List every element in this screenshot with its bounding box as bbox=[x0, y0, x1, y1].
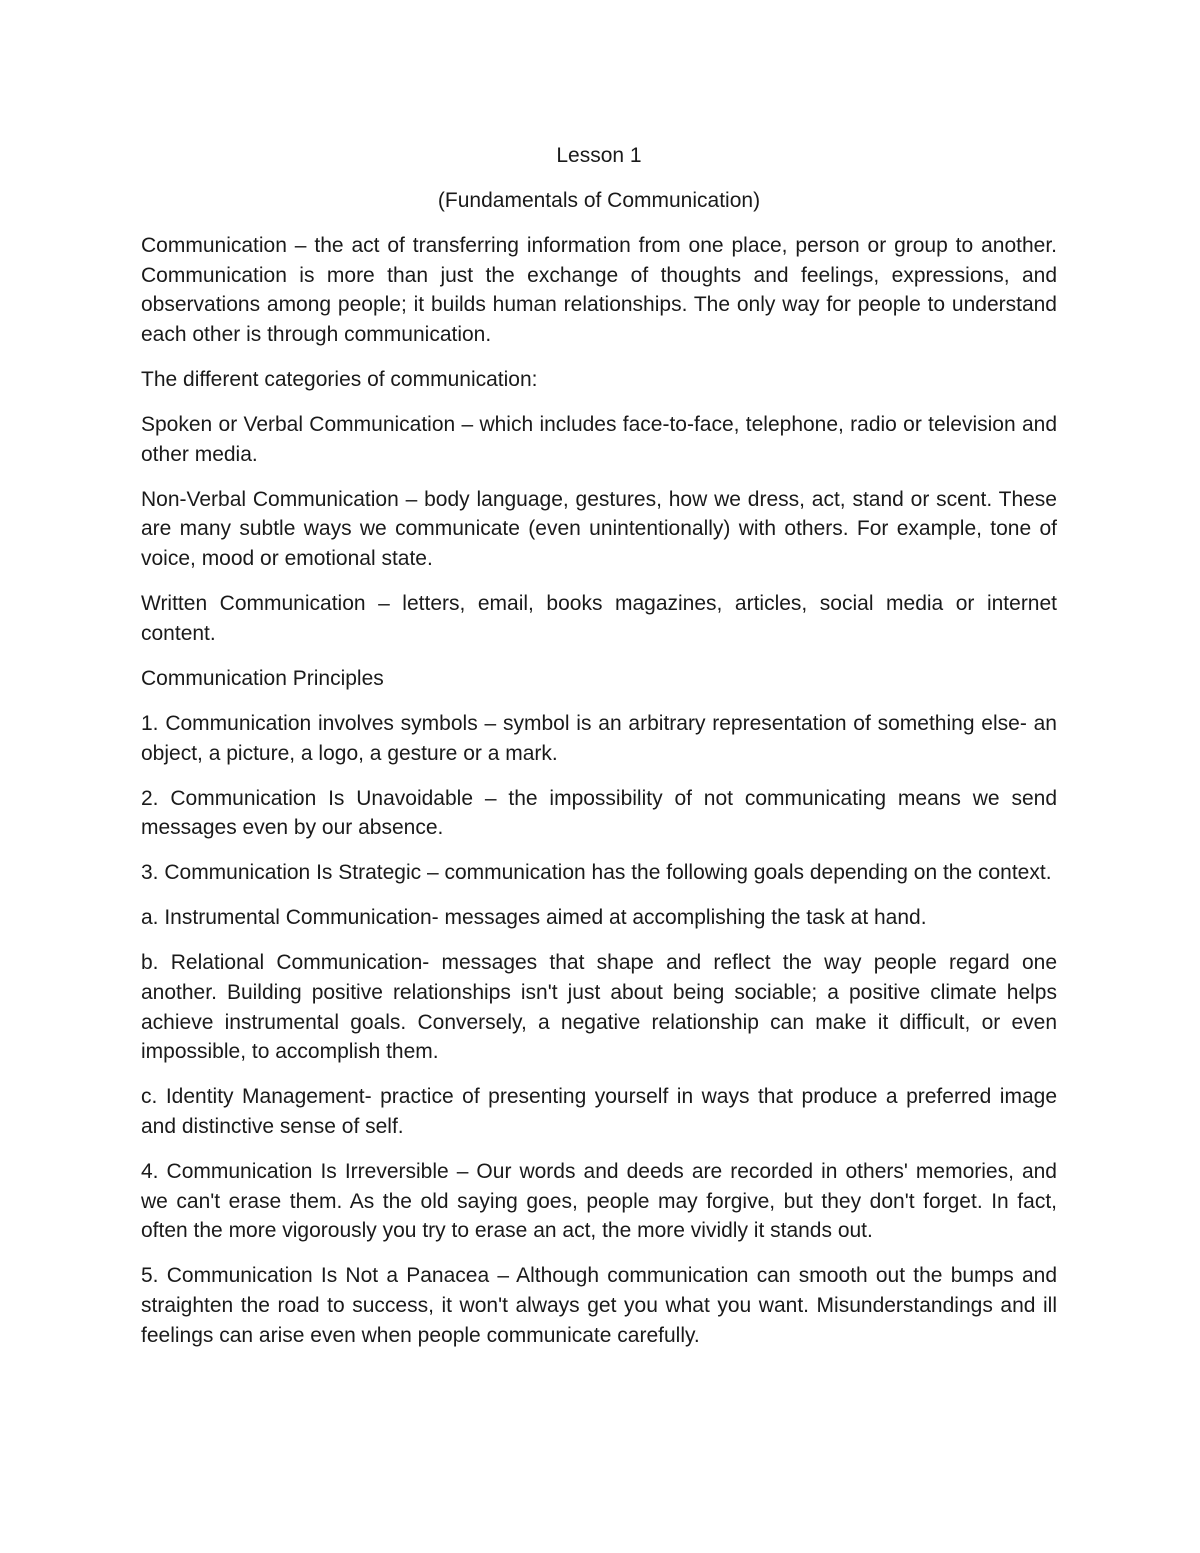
principle-3: 3. Communication Is Strategic – communication has the following goals depending on the context. bbox=[141, 861, 1052, 885]
principle-4: 4. Communication Is Irreversible – Our words and deeds are recorded in others' memories, and we can't erase them. As the old saying goes, people may forgive, but they don't forget. In fact, often the more vigorously you try to erase an act, the more vividly it stands out. bbox=[141, 1160, 1057, 1243]
categories-heading: The different categories of communication: bbox=[141, 368, 538, 392]
principle-3-item-a: a. Instrumental Communication- messages aimed at accomplishing the task at hand. bbox=[141, 906, 927, 930]
lesson-title: Lesson 1 bbox=[556, 144, 642, 167]
principle-2: 2. Communication Is Unavoidable – the impossibility of not communicating means we send messages even by our absence. bbox=[141, 786, 1057, 840]
principle-1: 1. Communication involves symbols – symbol is an arbitrary representation of something else- an object, a picture, a logo, a gesture or a mark. bbox=[141, 711, 1057, 765]
verbal-communication-paragraph: Spoken or Verbal Communication – which includes face-to-face, telephone, radio or television and other media. bbox=[141, 413, 1057, 466]
principles-heading: Communication Principles bbox=[141, 666, 384, 690]
written-communication-paragraph: Written Communication – letters, email, books magazines, articles, social media or internet content. bbox=[141, 592, 1057, 645]
principle-3-item-b: b. Relational Communication- messages that shape and reflect the way people regard one another. Building positive relationships isn't just about being sociable; a positive climate helps achieve instrumental goals. Conversely, a negative relationship can make it difficult, or even impossible, to accomplish them. bbox=[141, 951, 1057, 1064]
principle-5: 5. Communication Is Not a Panacea – Although communication can smooth out the bumps and straighten the road to success, it won't always get you what you want. Misunderstandings and ill feelings can arise even when people communicate carefully. bbox=[141, 1264, 1057, 1347]
document-page bbox=[141, 141, 1057, 1366]
lesson-subtitle: (Fundamentals of Communication) bbox=[437, 189, 761, 213]
principle-3-item-c: c. Identity Management- practice of presenting yourself in ways that produce a preferred image and distinctive sense of self. bbox=[141, 1085, 1057, 1138]
definition-paragraph: Communication – the act of transferring information from one place, person or group to another. Communication is more than just the exchange of thoughts and feelings, expressions, and observations among people; it builds human relationships. The only way for people to understand each other is through communication. bbox=[141, 234, 1057, 346]
nonverbal-communication-paragraph: Non-Verbal Communication – body language, gestures, how we dress, act, stand or scent. These are many subtle ways we communicate (even unintentionally) with others. For example, tone of voice, mood or emotional state. bbox=[141, 487, 1057, 571]
